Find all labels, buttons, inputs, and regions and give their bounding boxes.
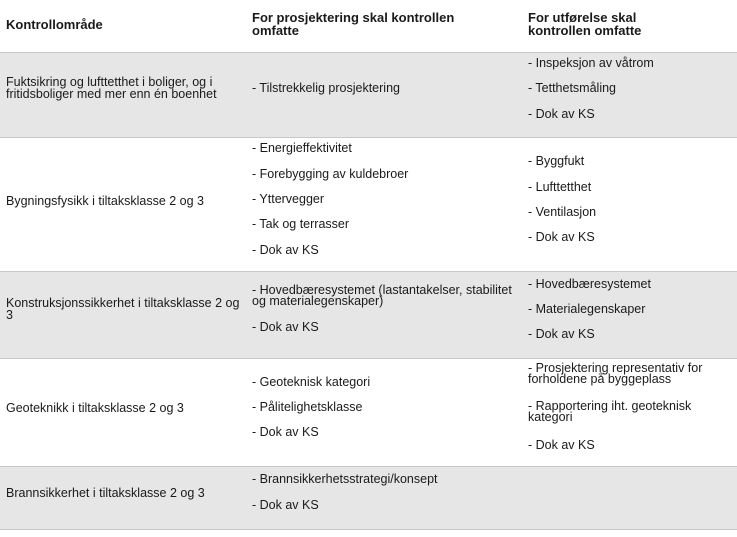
area-text: Konstruksjonssikkerhet i tiltaksklasse 2 og 3 [6,296,240,322]
design-item: - Energieffektivitet [252,141,352,155]
design-item: - Geoteknisk kategori [252,375,371,389]
design-item: - Tak og terrasser [252,217,350,231]
table-row [0,138,737,271]
execution-cell [522,138,737,271]
header-area-text: Kontrollområde [6,17,103,32]
design-item: - Pålitelighetsklasse [252,400,363,414]
design-cell [247,359,522,466]
execution-item: - Dok av KS [528,438,595,452]
header-cell-execution [522,0,737,52]
area-cell [0,359,247,466]
design-cell [247,271,522,359]
design-item: - Dok av KS [252,498,319,512]
execution-item: - Materialegenskaper [528,302,646,316]
row-divider [0,137,737,138]
design-cell [247,52,522,138]
row-divider [0,358,737,359]
row-divider [0,529,737,530]
design-item: - Dok av KS [252,320,319,334]
row-divider [0,271,737,272]
execution-item: - Dok av KS [528,107,595,121]
area-text: Brannsikkerhet i tiltaksklasse 2 og 3 [6,486,205,500]
area-cell [0,466,247,529]
execution-item: - Rapportering iht. geoteknisk kategori [528,399,692,424]
header-design-text: For prosjektering skal kontrollen omfatte [252,10,455,38]
header-execution-text: For utførelse skal kontrollen omfatte [528,10,642,38]
row-divider [0,52,737,53]
execution-cell [522,466,737,529]
table-row [0,466,737,529]
design-item: - Hovedbæresystemet (lastantakelser, stabilitet og materialegenskaper) [252,283,512,308]
execution-item: - Dok av KS [528,327,595,341]
design-item: - Dok av KS [252,243,319,257]
design-item: - Tilstrekkelig prosjektering [252,81,400,95]
design-item: - Forebygging av kuldebroer [252,167,409,181]
table-row [0,271,737,359]
area-text: Geoteknikk i tiltaksklasse 2 og 3 [6,401,184,415]
header-cell-area [0,0,247,52]
execution-item: - Lufttetthet [528,180,592,194]
execution-item: - Tetthetsmåling [528,81,617,95]
table-row [0,52,737,138]
execution-cell [522,359,737,466]
design-cell [247,138,522,271]
execution-item: - Hovedbæresystemet [528,277,651,291]
area-text: Bygningsfysikk i tiltaksklasse 2 og 3 [6,194,205,208]
design-item: - Brannsikkerhetsstrategi/konsept [252,472,438,486]
area-cell [0,52,247,138]
design-cell [247,466,522,529]
execution-item: - Dok av KS [528,230,595,244]
area-text: Fuktsikring og lufttetthet i boliger, og i fritidsboliger med mer enn én boenhet [6,75,217,101]
execution-item: - Ventilasjon [528,205,597,219]
execution-cell [522,271,737,359]
execution-item: - Inspeksjon av våtrom [528,56,654,70]
design-item: - Dok av KS [252,425,319,439]
area-cell [0,271,247,359]
area-cell [0,138,247,271]
design-item: - Yttervegger [252,192,325,206]
execution-cell [522,52,737,138]
table-header [0,0,737,52]
table-row [0,359,737,466]
execution-item: - Byggfukt [528,154,585,168]
row-divider [0,466,737,467]
header-cell-design [247,0,522,52]
execution-item: - Prosjektering representativ for forholdene på byggeplass [528,361,703,386]
